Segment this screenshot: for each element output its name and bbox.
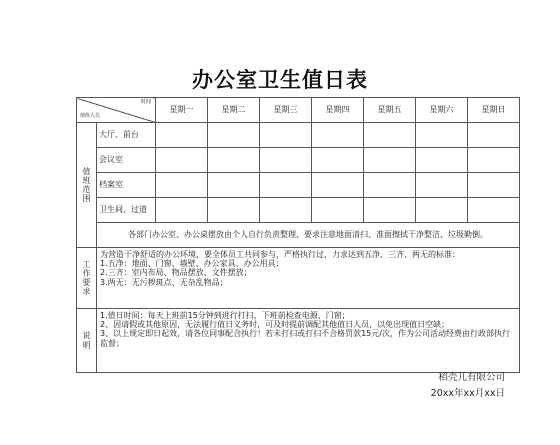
notes-line: 1.值日时间：每天上班前15分钟到进行打扫，下班前检查电源、门窗； xyxy=(100,311,350,320)
duty-cell[interactable] xyxy=(208,173,260,198)
duty-cell[interactable] xyxy=(260,123,312,148)
day-header-thu: 星期四 xyxy=(312,98,364,123)
duty-cell[interactable] xyxy=(312,123,364,148)
requirements-content xyxy=(97,248,520,309)
requirements-line: 1.五净：地面、门窗、墙壁、办公家具、办公用具； xyxy=(100,259,284,269)
notes-row xyxy=(77,309,520,373)
duty-cell[interactable] xyxy=(416,148,468,173)
duty-cell[interactable] xyxy=(156,198,208,223)
area-lobby: 大厅、前台 xyxy=(97,123,156,148)
requirements-row xyxy=(77,248,520,309)
duty-cell[interactable] xyxy=(260,198,312,223)
duty-scope-label: 值 班 范 围 xyxy=(77,123,97,248)
duty-cell[interactable] xyxy=(312,173,364,198)
company-name: 稻壳儿有限公司 xyxy=(438,372,505,383)
day-header-sun: 星期日 xyxy=(468,98,520,123)
day-header-tue: 星期二 xyxy=(208,98,260,123)
duty-cell[interactable] xyxy=(208,123,260,148)
notes-line: 3、以上规定即日起效，请各位同事配合执行！若未打扫或打扫不合格罚款15元/次，作为公司活动经费由行政部执行监督； xyxy=(100,329,510,348)
duty-cell[interactable] xyxy=(416,123,468,148)
requirements-line: 2.三齐：室内布局、物品摆放、文件摆放； xyxy=(100,268,252,278)
notes-label: 说 明 xyxy=(77,309,97,373)
requirements-label: 工 作 要 求 xyxy=(77,248,97,309)
day-header-fri: 星期五 xyxy=(364,98,416,123)
corner-time-label: 时间 xyxy=(140,99,151,105)
day-header-wed: 星期三 xyxy=(260,98,312,123)
document-date: 20xx年xx月xx日 xyxy=(430,388,505,399)
duty-cell[interactable] xyxy=(364,148,416,173)
requirements-line: 为营造干净舒适的办公环境，要全体员工共同参与，严格执行过，力求达到五净、三齐、两无的标准： xyxy=(100,250,460,259)
duty-cell[interactable] xyxy=(364,173,416,198)
area-archive-room: 档案室 xyxy=(97,173,156,198)
duty-cell[interactable] xyxy=(156,123,208,148)
duty-cell[interactable] xyxy=(468,173,520,198)
requirements-line: 3.两无：无污秽斑点、无杂乱物品； xyxy=(100,277,228,287)
area-meeting-room: 会议室 xyxy=(97,148,156,173)
notes-content xyxy=(97,309,520,373)
duty-cell[interactable] xyxy=(208,148,260,173)
office-note-row xyxy=(77,223,520,248)
duty-cell[interactable] xyxy=(312,148,364,173)
area-row xyxy=(77,123,520,148)
duty-cell[interactable] xyxy=(364,198,416,223)
duty-cell[interactable] xyxy=(468,148,520,173)
day-header-mon: 星期一 xyxy=(156,98,208,123)
corner-header-cell xyxy=(77,98,156,123)
area-row xyxy=(77,173,520,198)
duty-cell[interactable] xyxy=(260,148,312,173)
duty-cell[interactable] xyxy=(416,198,468,223)
duty-cell[interactable] xyxy=(260,173,312,198)
area-row xyxy=(77,198,520,223)
duty-roster-table xyxy=(76,97,520,373)
duty-cell[interactable] xyxy=(416,173,468,198)
office-note: 各部门办公室、办公桌摆放由个人自行负责整理，要求注意地面清扫、准面擦拭干净整洁，垃圾勤倒。 xyxy=(97,223,520,248)
day-header-sat: 星期六 xyxy=(416,98,468,123)
duty-cell[interactable] xyxy=(208,198,260,223)
duty-cell[interactable] xyxy=(156,148,208,173)
duty-cell[interactable] xyxy=(156,173,208,198)
duty-cell[interactable] xyxy=(468,123,520,148)
duty-cell[interactable] xyxy=(312,198,364,223)
duty-cell[interactable] xyxy=(364,123,416,148)
area-row xyxy=(77,148,520,173)
notes-line: 2、因请假或其他原因，无法履行值日义务时，可及时提前调配其他值日人员，以免出现值日空缺； xyxy=(100,320,450,330)
page-title: 办公室卫生值日表 xyxy=(192,68,368,92)
duty-cell[interactable] xyxy=(468,198,520,223)
header-row xyxy=(77,98,520,123)
corner-staff-label: 值班人员 xyxy=(80,113,101,120)
area-restroom-corridor: 卫生间、过道 xyxy=(97,198,156,223)
